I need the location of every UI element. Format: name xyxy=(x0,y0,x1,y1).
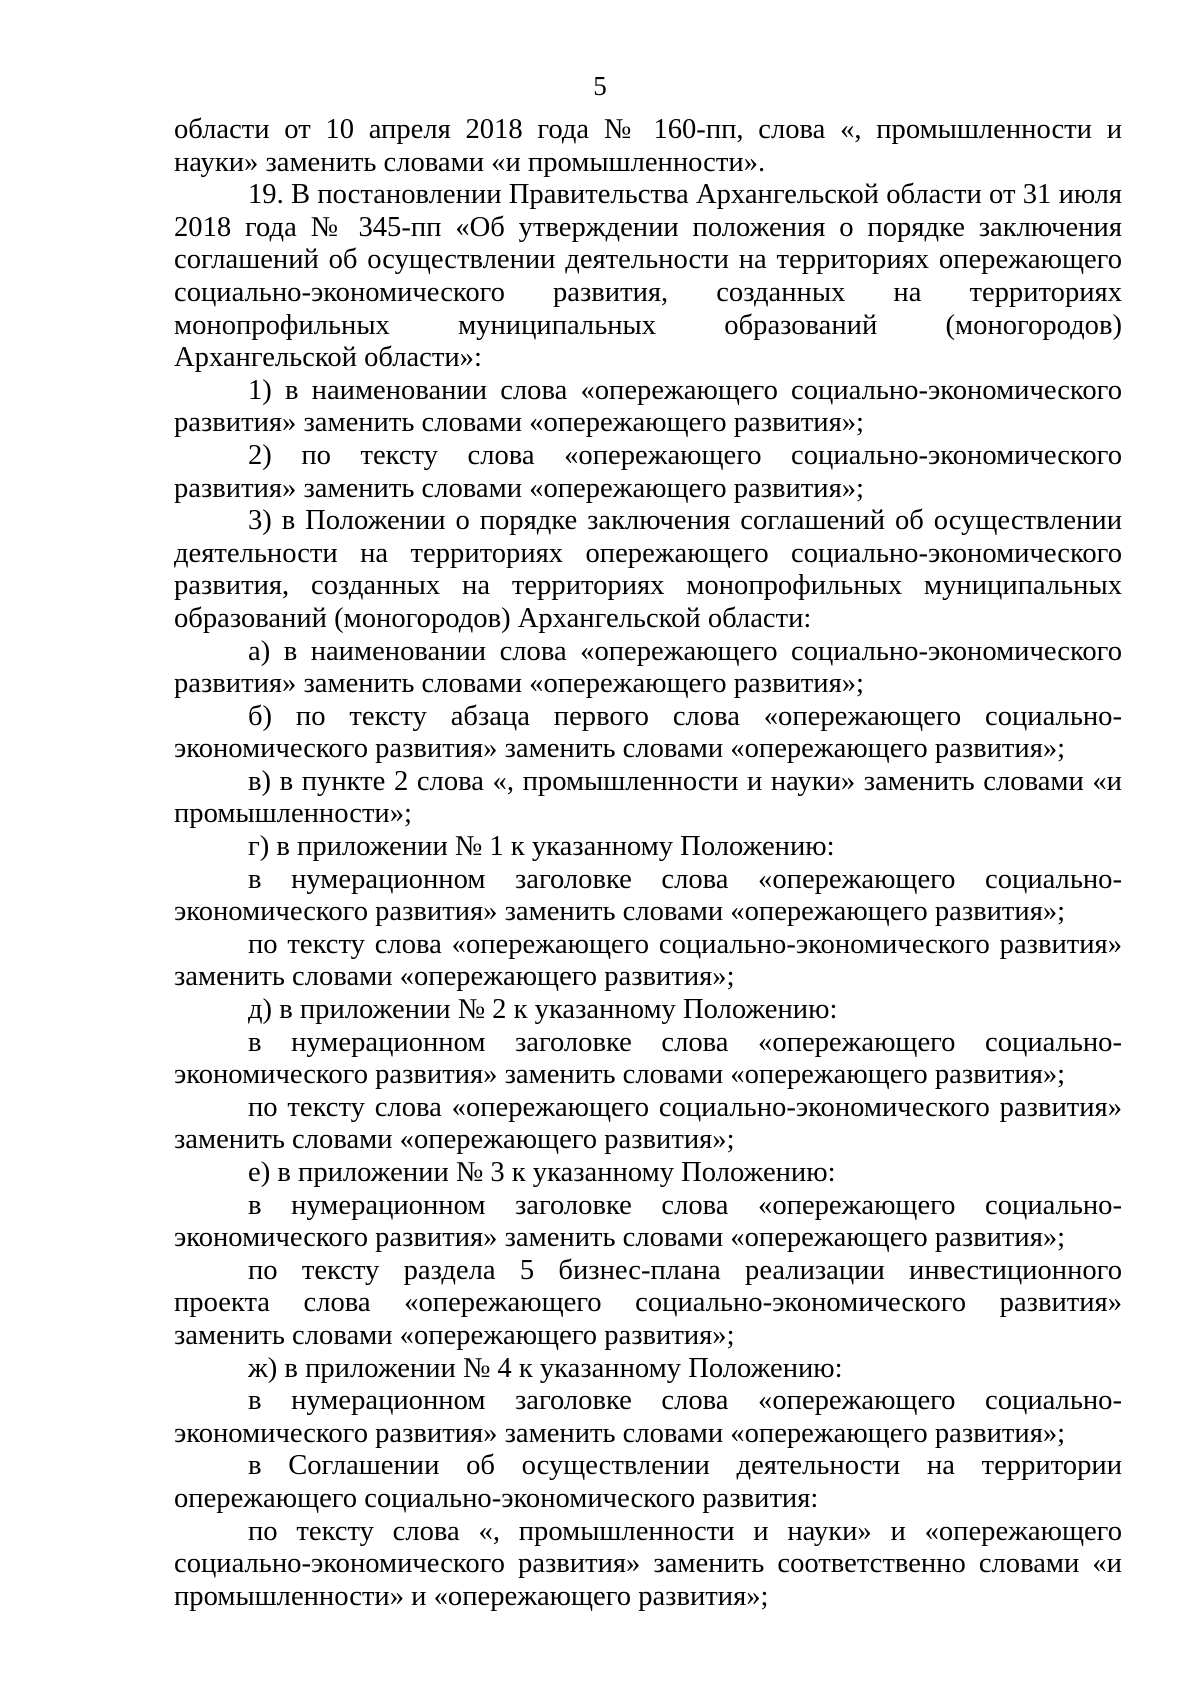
paragraph-e-section5-change: по тексту раздела 5 бизнес-плана реализации инвестиционного проекта слова «опережающего социально-экономического развития» заменить словами «опережающего развития»; xyxy=(174,1254,1122,1351)
paragraph-zh-heading-change: в нумерационном заголовке слова «опережающего социально-экономического развития» заменить словами «опережающего развития»; xyxy=(174,1385,1122,1449)
paragraph-subitem-b: б) по тексту абзаца первого слова «опережающего социально-экономического развития» заменить словами «опережающего развития»; xyxy=(174,700,1122,765)
paragraph-g-heading-change: в нумерационном заголовке слова «опережающего социально-экономического развития» заменить словами «опережающего развития»; xyxy=(174,863,1122,928)
paragraph-d-text-change: по тексту слова «опережающего социально-экономического развития» заменить словами «опережающего развития»; xyxy=(174,1091,1122,1156)
paragraph-subitem-2: 2) по тексту слова «опережающего социально-экономического развития» заменить словами «опережающего развития»; xyxy=(174,439,1122,504)
paragraph-subitem-zh: ж) в приложении № 4 к указанному Положению: xyxy=(248,1352,843,1384)
paragraph-subitem-v: в) в пункте 2 слова «, промышленности и науки» заменить словами «и промышленности»; xyxy=(174,765,1122,830)
paragraph-subitem-a: а) в наименовании слова «опережающего социально-экономического развития» заменить словами «опережающего развития»; xyxy=(174,635,1122,700)
paragraph-subitem-3: 3) в Положении о порядке заключения соглашений об осуществлении деятельности на территориях опережающего социально-экономического развития, созданных на территориях монопрофильных муниципальных образований (моногородов) Архангельской области: xyxy=(174,505,1122,634)
paragraph-g-text-change: по тексту слова «опережающего социально-экономического развития» заменить словами «опережающего развития»; xyxy=(174,928,1122,993)
paragraph-subitem-g: г) в приложении № 1 к указанному Положению: xyxy=(248,831,835,863)
paragraph-item-19: 19. В постановлении Правительства Архангельской области от 31 июля 2018 года № 345-пп «Об утверждении положения о порядке заключения соглашений об осуществлении деятельности на территориях опережающего социально-экономического развития, созданных на территориях монопрофильных муниципальных образований (моногородов) Архангельской области»: xyxy=(174,179,1122,374)
paragraph-zh-agreement: в Соглашении об осуществлении деятельности на территории опережающего социально-экономического развития: xyxy=(174,1450,1122,1514)
paragraph-subitem-e: е) в приложении № 3 к указанному Положению: xyxy=(248,1157,836,1188)
paragraph-subitem-d: д) в приложении № 2 к указанному Положению: xyxy=(248,994,838,1026)
paragraph-zh-text-change: по тексту слова «, промышленности и науки» и «опережающего социально-экономического развития» заменить соответственно словами «и промышленности» и «опережающего развития»; xyxy=(174,1515,1122,1612)
page-number: 5 xyxy=(593,71,607,101)
paragraph-subitem-1: 1) в наименовании слова «опережающего социально-экономического развития» заменить словами «опережающего развития»; xyxy=(174,374,1122,439)
paragraph-continuation: области от 10 апреля 2018 года № 160-пп, слова «, промышленности и науки» заменить словами «и промышленности». xyxy=(174,114,1122,178)
document-body xyxy=(174,114,1122,1613)
paragraph-e-heading-change: в нумерационном заголовке слова «опережающего социально-экономического развития» заменить словами «опережающего развития»; xyxy=(174,1189,1122,1254)
paragraph-d-heading-change: в нумерационном заголовке слова «опережающего социально-экономического развития» заменить словами «опережающего развития»; xyxy=(174,1026,1122,1091)
